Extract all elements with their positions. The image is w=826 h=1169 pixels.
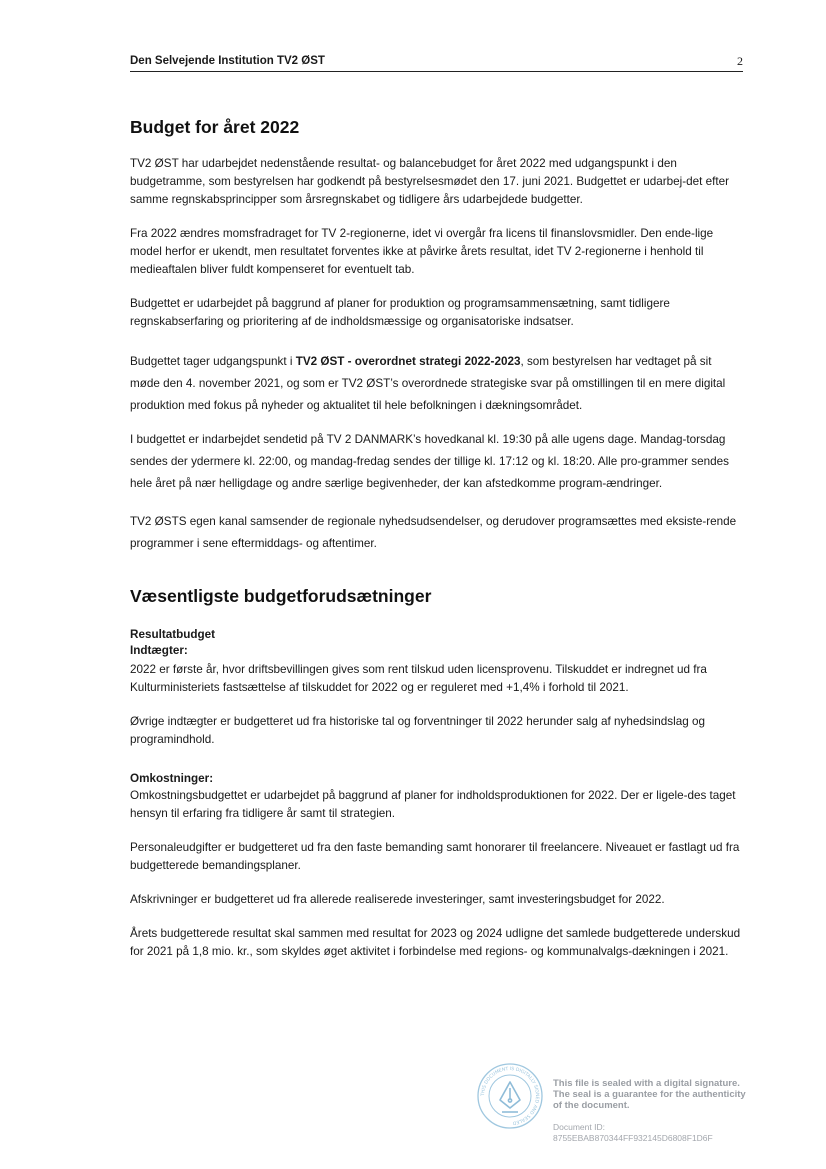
digital-seal [476, 1062, 776, 1152]
subheading-omkostninger: Omkostninger: [130, 772, 214, 785]
paragraph: Øvrige indtægter er budgetteret ud fra historiske tal og forventninger til 2022 herunder salg af nyhedsindslag og programindhold. [130, 715, 705, 746]
paragraph: Årets budgetterede resultat skal sammen med resultat for 2023 og 2024 udligne det samlede budgetterede underskud for 2021 på 1,8 mio. kr., som skyldes øget aktivitet i forbindelse med regions- og kommunalvalgs-dækningen i 2021. [130, 927, 741, 958]
paragraph: Personaleudgifter er budgetteret ud fra den faste bemanding samt honorarer til freelancere. Niveauet er fastlagt ud fra budgetterede bemandingsplaner. [130, 841, 740, 872]
paragraph: Fra 2022 ændres momsfradraget for TV 2-regionerne, idet vi overgår fra licens til finanslovsmidler. Den ende-lige model herfor er ukendt, men resultatet forventes ikke at påvirke årets resultat, idet TV 2-regionerne i henhold til medieaftalen bliver fuldt kompenseret for eventuelt tab. [130, 227, 714, 276]
strategy-text-before: Budgettet tager udgangspunkt i [130, 355, 296, 368]
document-body [130, 116, 743, 977]
paragraph: 2022 er første år, hvor driftsbevillingen gives som rent tilskud uden licensprovenu. Tilskuddet er indregnet ud fra Kulturministeriets fastsættelse af tilskuddet for 2022 og er reguleret med +1,4% i forhold til 2021. [130, 663, 707, 694]
seal-line: This file is sealed with a digital signature. [553, 1078, 740, 1089]
page-number: 2 [737, 54, 743, 68]
seal-ring-text: THIS DOCUMENT IS DIGITALLY SIGNED AND SEALED [480, 1066, 540, 1125]
page-header [130, 54, 743, 72]
subheading-indtaegter: Indtægter: [130, 644, 188, 657]
paragraph: Omkostningsbudgettet er udarbejdet på baggrund af planer for indholdsproduktionen for 2022. Der er ligele-des taget hensyn til erfaring fra tidligere år samt til strategien. [130, 789, 736, 820]
seal-logo [476, 1062, 544, 1130]
paragraph: Budgettet er udarbejdet på baggrund af planer for produktion og programsammensætning, samt tidligere regnskabserfaring og prioritering af de indholdsmæssige og organisatoriske indsatser. [130, 297, 670, 328]
document-id [553, 1122, 713, 1144]
header-title: Den Selvejende Institution TV2 ØST [130, 55, 325, 67]
document-id-value: 8755EBAB870344FF932145D6808F1D6F [553, 1133, 713, 1143]
document-id-label: Document ID: [553, 1122, 605, 1132]
paragraph: TV2 ØSTS egen kanal samsender de regionale nyhedsudsendelser, og derudover programsættes med eksiste-rende programmer i sene eftermiddags- og aftentimer. [130, 515, 737, 550]
paragraph: Afskrivninger er budgetteret ud fra allerede realiserede investeringer, samt investeringsbudget for 2022. [130, 893, 665, 906]
strategy-text-after: , som bestyrelsen har vedtaget på sit møde den 4. november 2021, og som er TV2 ØST’s overordnede strategiske svar på omstillingen til en mere digital produktion med fokus på nyheder og aktualitet til hele befolkningen i dækningsområdet. [130, 355, 726, 412]
pen-nib-icon [500, 1082, 520, 1112]
section-heading-assumptions: Væsentligste budgetforudsætninger [130, 586, 432, 606]
seal-line: of the document. [553, 1100, 630, 1111]
section-heading-budget: Budget for året 2022 [130, 117, 300, 137]
seal-description [553, 1078, 746, 1111]
paragraph: I budgettet er indarbejdet sendetid på TV 2 DANMARK’s hovedkanal kl. 19:30 på alle ugens dage. Mandag-torsdag sendes der ydermere kl. 22:00, og mandag-fredag sendes der tillige kl. 17:12 og kl. 18:20. Alle pro-grammer sendes hele året på nær helligdage og andre særlige begivenheder, der kan afstedkomme program-ændringer. [130, 433, 729, 490]
strategy-paragraph [130, 351, 743, 417]
seal-line: The seal is a guarantee for the authenticity [553, 1089, 746, 1100]
subheading-resultatbudget: Resultatbudget [130, 628, 216, 641]
strategy-title: TV2 ØST - overordnet strategi 2022-2023 [295, 355, 521, 368]
paragraph: TV2 ØST har udarbejdet nedenstående resultat- og balancebudget for året 2022 med udgangspunkt i den budgetramme, som bestyrelsen har godkendt på bestyrelsesmødet den 17. juni 2021. Budgettet er udarbej-det efter samme regnskabsprincipper som årsregnskabet og tidligere års udarbejdede budgetter. [130, 157, 730, 206]
